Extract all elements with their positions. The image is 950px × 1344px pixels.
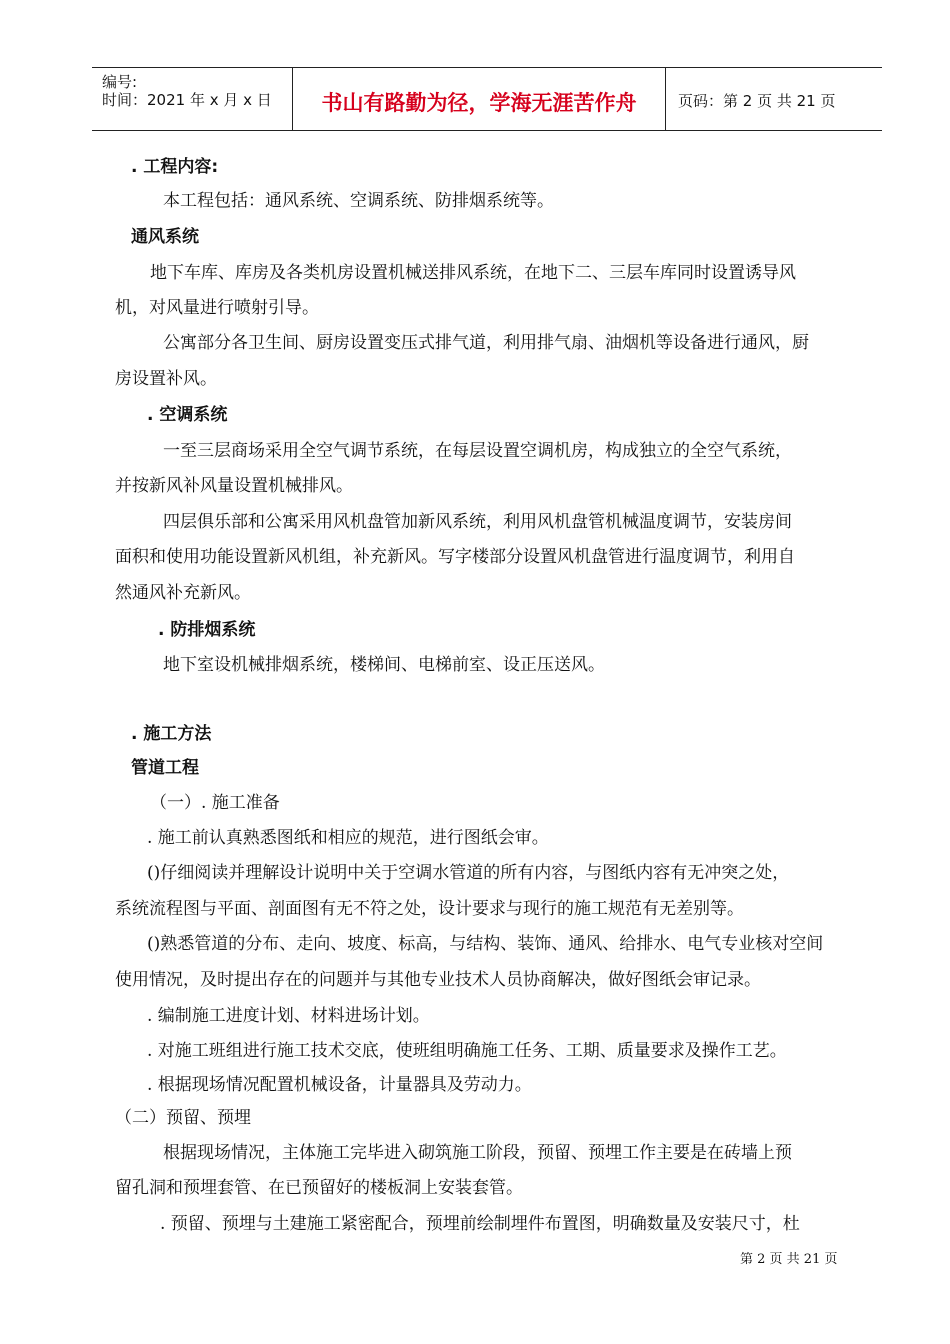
paragraph-line: 使用情况，及时提出存在的问题并与其他专业技术人员协商解决，做好图纸会审记录。 [115, 970, 761, 990]
paragraph-line: 系统流程图与平面、剖面图有无不符之处，设计要求与现行的施工规范有无差别等。 [115, 899, 744, 919]
paragraph-line: 一至三层商场采用全空气调节系统，在每层设置空调机房，构成独立的全空气系统， [163, 441, 792, 461]
paragraph-line: . 预留、预埋与土建施工紧密配合，预埋前绘制埋件布置图，明确数量及安装尺寸，杜 [160, 1214, 800, 1234]
paragraph-line: . 对施工班组进行施工技术交底，使班组明确施工任务、工期、质量要求及操作工艺。 [147, 1041, 787, 1061]
paragraph-line: 房设置补风。 [115, 369, 217, 389]
paragraph-line: 机，对风量进行喷射引导。 [115, 298, 319, 318]
section-heading: . 施工方法 [131, 724, 212, 744]
paragraph-line: 地下车库、库房及各类机房设置机械送排风系统，在地下二、三层车库同时设置诱导风 [150, 263, 796, 283]
subsection-heading: 管道工程 [131, 758, 199, 778]
paragraph-line: ()仔细阅读并理解设计说明中关于空调水管道的所有内容，与图纸内容有无冲突之处， [147, 863, 790, 883]
paragraph-line: . 根据现场情况配置机械设备，计量器具及劳动力。 [147, 1075, 532, 1095]
paragraph-line: 面积和使用功能设置新风机组，补充新风。写字楼部分设置风机盘管进行温度调节，利用自 [115, 547, 795, 567]
page-number-label: 页码：第 2 页 共 21 页 [678, 92, 836, 110]
paragraph-line: （二）预留、预埋 [115, 1108, 251, 1128]
paragraph-line: 根据现场情况，主体施工完毕进入砌筑施工阶段，预留、预埋工作主要是在砖墙上预 [163, 1143, 792, 1163]
subsection-heading: . 空调系统 [147, 405, 228, 425]
paragraph-line: 然通风补充新风。 [115, 583, 251, 603]
paragraph-line: . 编制施工进度计划、材料进场计划。 [147, 1006, 430, 1026]
paragraph-line: （一）. 施工准备 [150, 793, 280, 813]
paragraph-line: 地下室设机械排烟系统，楼梯间、电梯前室、设正压送风。 [163, 655, 605, 675]
subsection-heading: 通风系统 [131, 227, 199, 247]
paragraph-line: 公寓部分各卫生间、厨房设置变压式排气道，利用排气扇、油烟机等设备进行通风，厨 [163, 333, 809, 353]
header-motto-cell [292, 68, 666, 130]
date-label: 时间：2021 年 x 月 x 日 [102, 91, 272, 109]
header-left-cell [92, 68, 292, 130]
subsection-heading: . 防排烟系统 [158, 620, 256, 640]
paragraph-line: 留孔洞和预埋套管、在已预留好的楼板洞上安装套管。 [115, 1178, 523, 1198]
paragraph-line: 并按新风补风量设置机械排风。 [115, 476, 353, 496]
paragraph-line: 四层俱乐部和公寓采用风机盘管加新风系统，利用风机盘管机械温度调节，安装房间 [163, 512, 792, 532]
paragraph-line: ()熟悉管道的分布、走向、坡度、标高，与结构、装饰、通风、给排水、电气专业核对空间 [147, 934, 824, 954]
paragraph-line: . 施工前认真熟悉图纸和相应的规范，进行图纸会审。 [147, 828, 549, 848]
header-page-cell [666, 68, 882, 130]
page-footer: 第 2 页 共 21 页 [740, 1252, 838, 1267]
motto-text: 书山有路勤为径，学海无涯苦作舟 [321, 91, 637, 115]
page-header [92, 67, 882, 131]
paragraph-line: 本工程包括：通风系统、空调系统、防排烟系统等。 [163, 191, 554, 211]
serial-label: 编号: [102, 73, 138, 91]
section-heading: . 工程内容: [131, 157, 219, 177]
